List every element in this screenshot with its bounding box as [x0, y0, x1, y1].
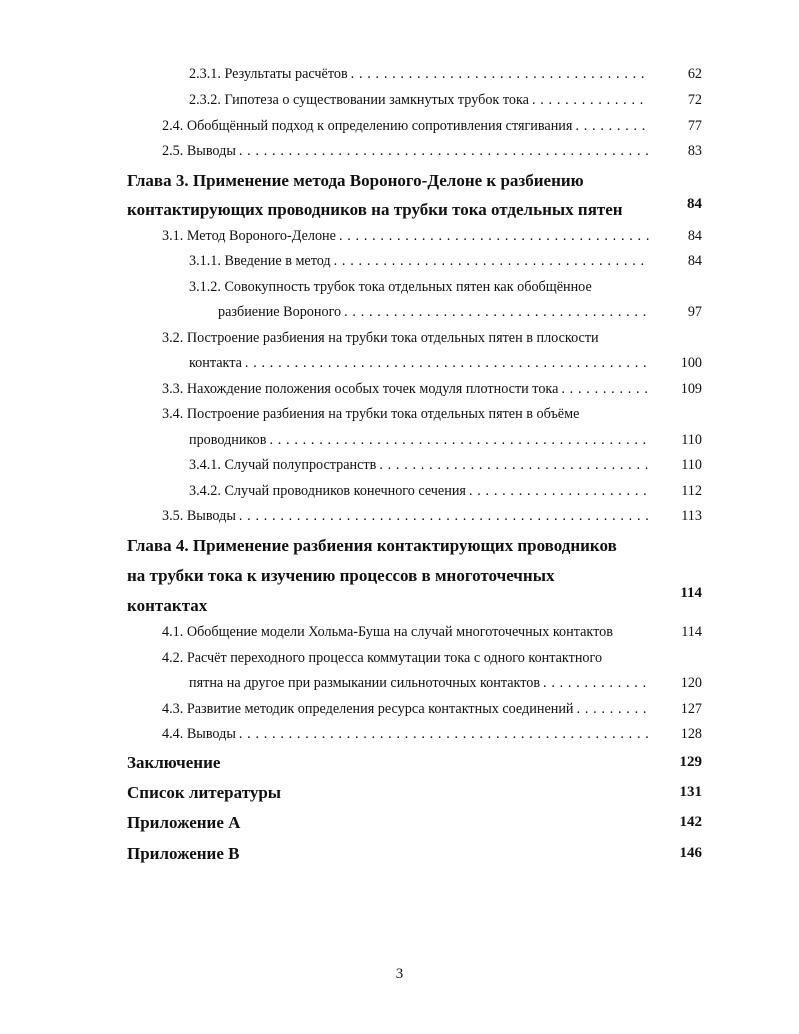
toc-page: 142 — [679, 814, 702, 830]
toc-references[interactable]: Список литературы — [127, 783, 282, 802]
toc-entry-title[interactable]: 3.4. Построение разбиения на трубки тока отдельных пятен в объёме — [162, 406, 580, 422]
toc-page: 62 — [687, 66, 702, 82]
toc-entry[interactable] — [162, 508, 655, 528]
dot-leader — [269, 432, 649, 449]
toc-page: 114 — [681, 624, 702, 640]
toc-page: 84 — [687, 196, 702, 212]
toc-entry-title: 2.4. Обобщённый подход к определению сопротивления стягивания — [162, 118, 573, 134]
dot-leader — [239, 726, 649, 743]
chapter-heading-cont[interactable]: на трубки тока к изучению процессов в многоточечных — [127, 566, 555, 585]
toc-page: 110 — [681, 457, 702, 473]
dot-leader — [543, 675, 649, 692]
toc-entry-title-cont: пятна на другое при размыкании сильноточных контактов — [189, 675, 541, 691]
toc-entry[interactable] — [189, 457, 655, 477]
dot-leader — [577, 701, 649, 718]
toc-entry[interactable] — [189, 675, 655, 695]
toc-entry[interactable] — [162, 143, 655, 163]
toc-entry-title: 4.4. Выводы — [162, 726, 236, 742]
toc-entry-title-cont: проводников — [189, 432, 267, 448]
toc-entry[interactable] — [189, 66, 655, 86]
toc-conclusion[interactable]: Заключение — [127, 753, 221, 772]
toc-entry-title: 3.1.1. Введение в метод — [189, 253, 331, 269]
page-number: 3 — [395, 966, 404, 982]
dot-leader — [469, 483, 649, 500]
toc-page: 113 — [681, 508, 702, 524]
toc-entry[interactable] — [189, 355, 655, 375]
toc-entry[interactable] — [162, 701, 655, 721]
chapter-heading[interactable]: Глава 4. Применение разбиения контактирующих проводников — [127, 536, 617, 555]
toc-page: 110 — [681, 432, 702, 448]
toc-entry-title[interactable]: 3.1.2. Совокупность трубок тока отдельных пятен как обобщённое — [189, 279, 592, 295]
toc-page: 100 — [680, 355, 702, 371]
toc-entry[interactable] — [189, 92, 655, 112]
toc-entry[interactable] — [189, 483, 655, 503]
dot-leader — [239, 143, 649, 160]
chapter-heading[interactable]: Глава 3. Применение метода Вороного-Делоне к разбиению — [127, 171, 584, 190]
toc-entry-title: 2.3.1. Результаты расчётов — [189, 66, 348, 82]
toc-entry[interactable] — [162, 726, 655, 746]
toc-entry[interactable] — [189, 253, 655, 273]
toc-entry-title: 3.3. Нахождение положения особых точек модуля плотности тока — [162, 381, 559, 397]
dot-leader — [575, 118, 649, 135]
dot-leader — [379, 457, 649, 474]
toc-page: 128 — [680, 726, 702, 742]
toc-page: 129 — [679, 754, 702, 770]
toc-entry[interactable] — [162, 381, 655, 401]
toc-page: 114 — [680, 585, 702, 601]
toc-entry-title-cont: разбиение Вороного — [218, 304, 342, 320]
dot-leader — [334, 253, 649, 270]
toc-page: 112 — [681, 483, 702, 499]
toc-page: 109 — [680, 381, 702, 397]
toc-entry[interactable] — [218, 304, 655, 324]
dot-leader — [339, 228, 649, 245]
toc-page: 97 — [687, 304, 702, 320]
toc-entry-title[interactable]: 4.1. Обобщение модели Хольма-Буша на случай многоточечных контактов — [162, 624, 613, 640]
toc-page: 120 — [680, 675, 702, 691]
dot-leader — [351, 66, 649, 83]
toc-entry-title: 3.5. Выводы — [162, 508, 236, 524]
toc-entry-title: 3.1. Метод Вороного-Делоне — [162, 228, 336, 244]
toc-entry-title: 2.5. Выводы — [162, 143, 236, 159]
dot-leader — [239, 508, 649, 525]
toc-page: 72 — [687, 92, 702, 108]
dot-leader — [344, 304, 649, 321]
toc-entry[interactable] — [162, 228, 655, 248]
toc-entry-title: 3.4.1. Случай полупространств — [189, 457, 377, 473]
toc-appendix-a[interactable]: Приложение A — [127, 813, 241, 832]
toc-page: 127 — [680, 701, 702, 717]
toc-entry-title-cont: контакта — [189, 355, 242, 371]
toc-entry[interactable] — [189, 432, 655, 452]
toc-page: 77 — [687, 118, 702, 134]
chapter-heading-cont[interactable]: контактах — [127, 596, 208, 615]
toc-page: 131 — [679, 784, 702, 800]
toc-entry-title[interactable]: 4.2. Расчёт переходного процесса коммутации тока с одного контактного — [162, 650, 603, 666]
toc-appendix-b[interactable]: Приложение B — [127, 844, 240, 863]
toc-entry-title[interactable]: 3.2. Построение разбиения на трубки тока отдельных пятен в плоскости — [162, 330, 599, 346]
dot-leader — [561, 381, 649, 398]
dot-leader — [532, 92, 649, 109]
toc-entry-title: 3.4.2. Случай проводников конечного сечения — [189, 483, 466, 499]
toc-page: 84 — [687, 228, 702, 244]
toc-entry-title: 4.3. Развитие методик определения ресурса контактных соединений — [162, 701, 574, 717]
toc-page: 84 — [687, 253, 702, 269]
toc-entry[interactable] — [162, 118, 655, 138]
toc-page: 146 — [679, 845, 702, 861]
chapter-heading-cont[interactable]: контактирующих проводников на трубки тока отдельных пятен — [127, 200, 623, 219]
toc-entry-title: 2.3.2. Гипотеза о существовании замкнутых трубок тока — [189, 92, 529, 108]
toc-page: 83 — [687, 143, 702, 159]
dot-leader — [245, 355, 649, 372]
